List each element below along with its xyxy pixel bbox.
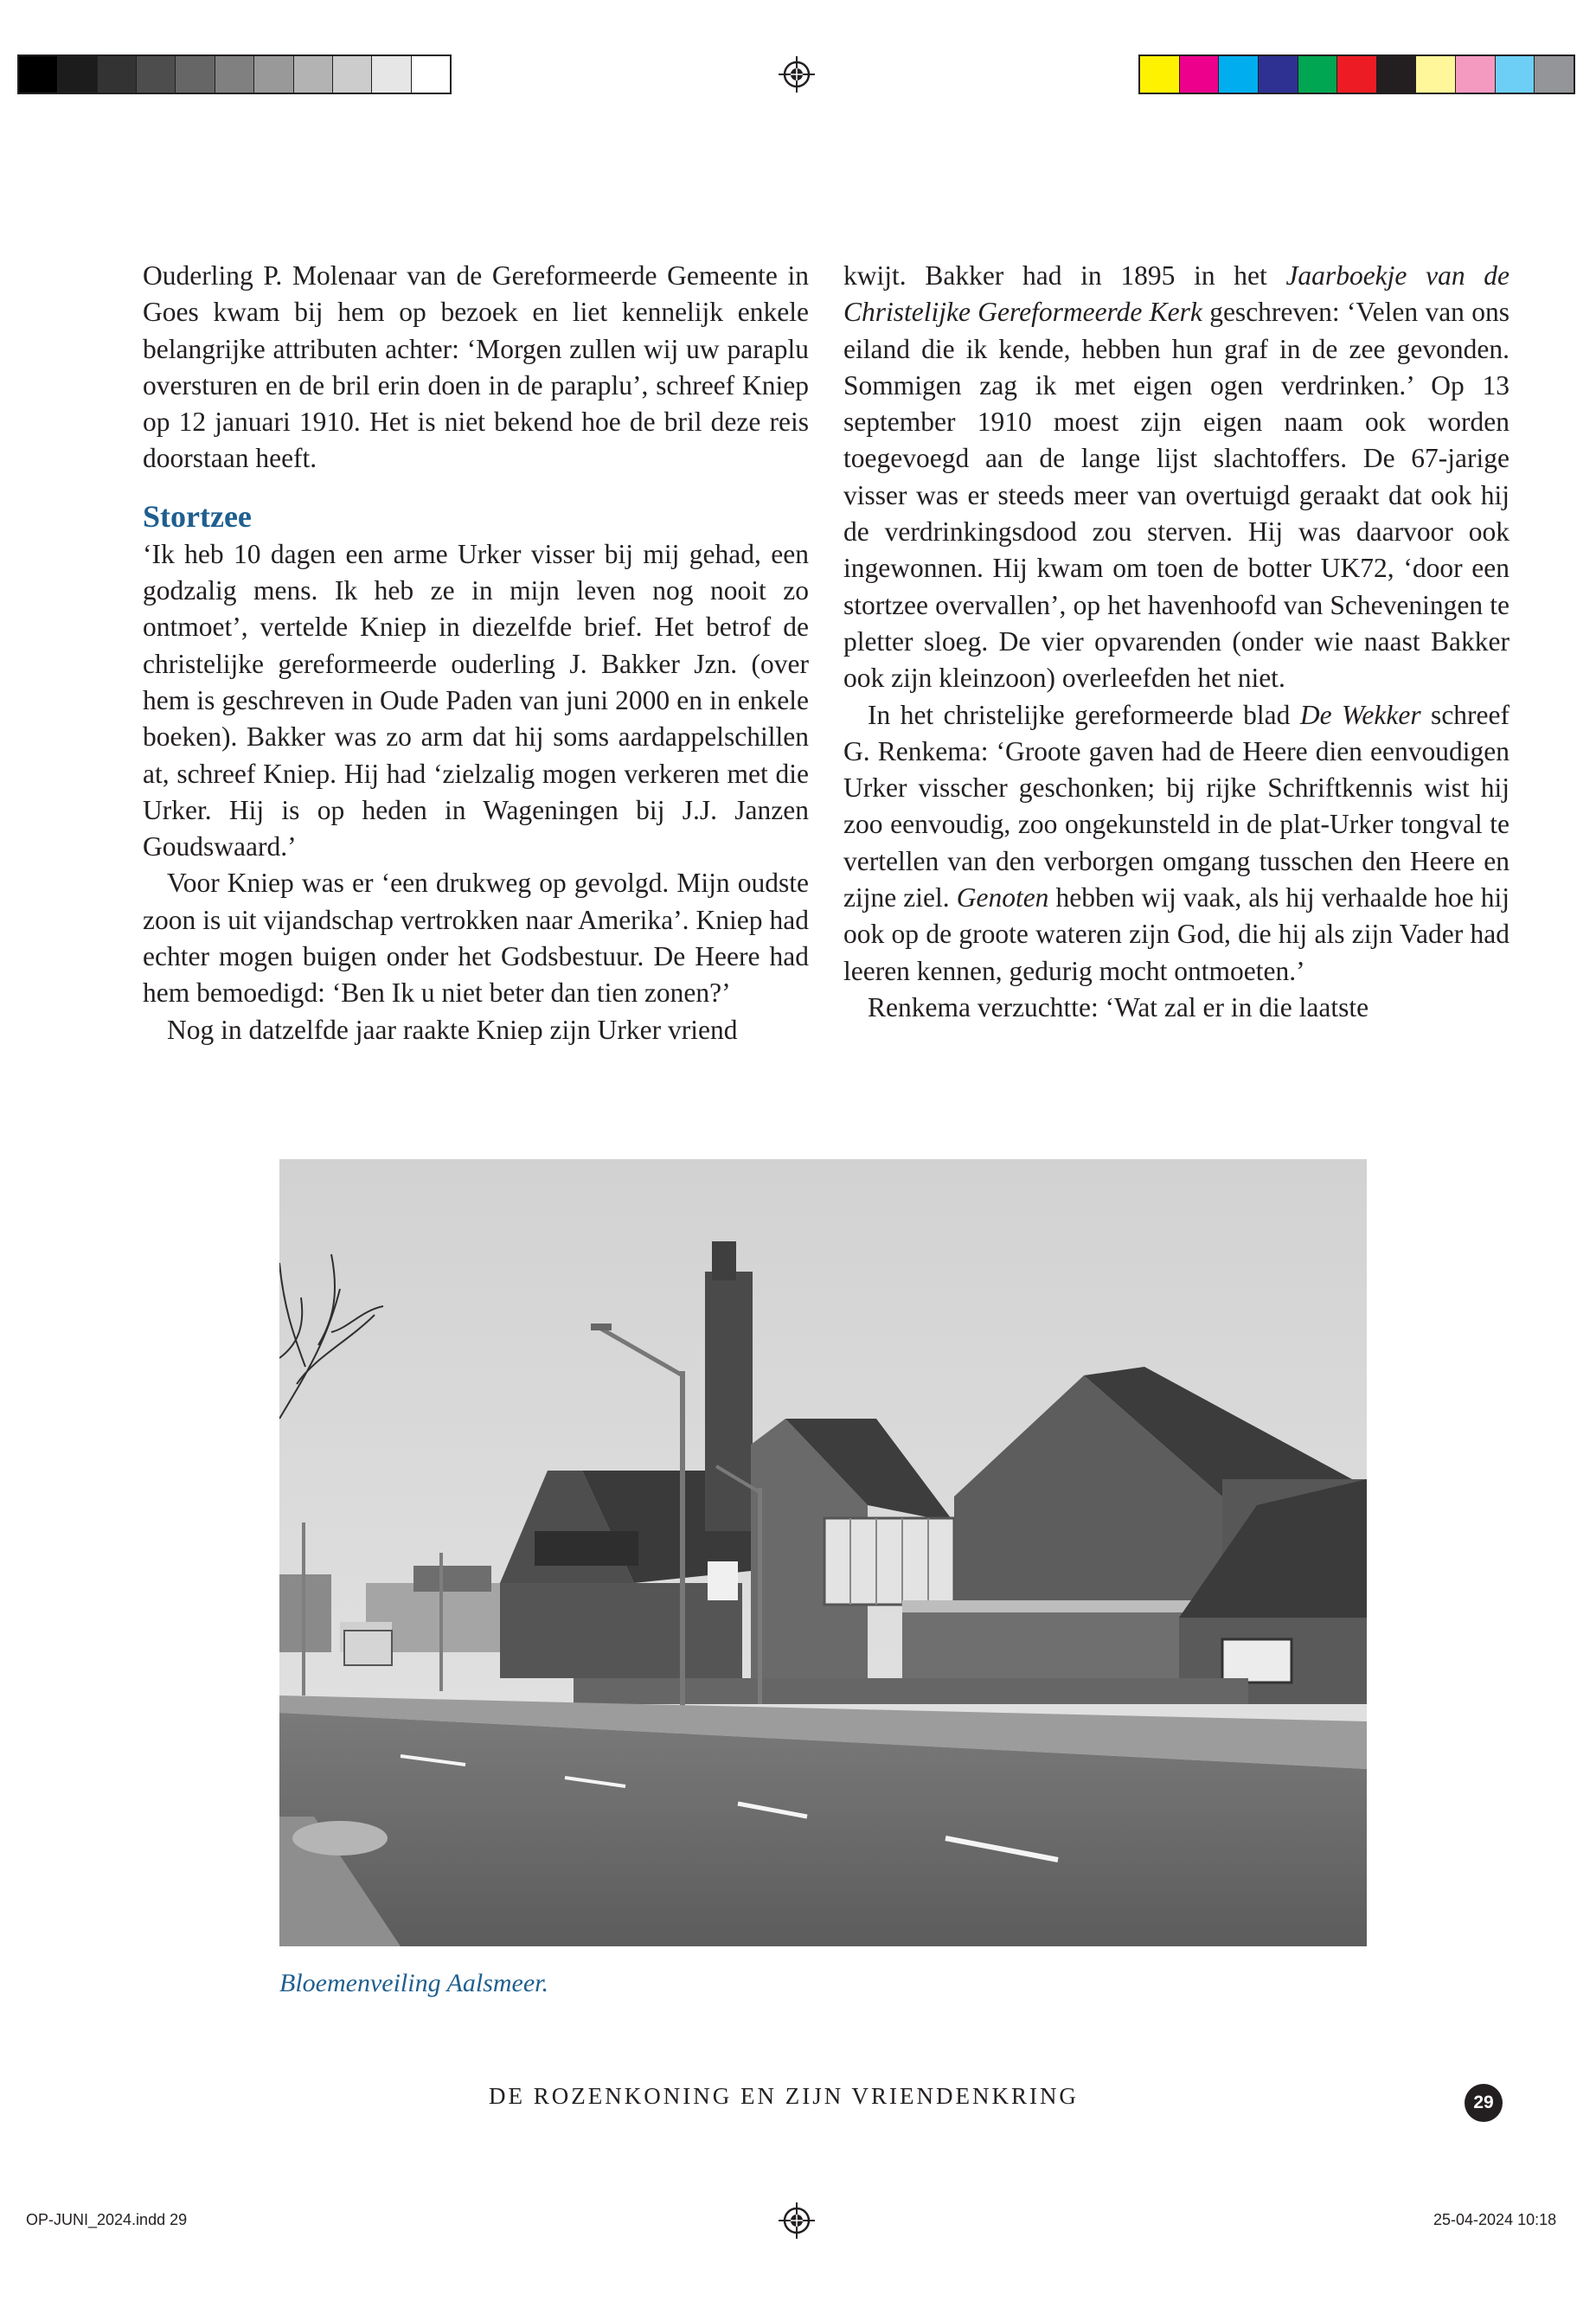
registration-mark-icon — [779, 2202, 815, 2239]
color-swatch — [1456, 56, 1496, 93]
italic-title-de-wekker: De Wekker — [1299, 699, 1421, 730]
gray-swatch — [254, 56, 293, 93]
gray-swatch — [372, 56, 411, 93]
gray-swatch — [137, 56, 176, 93]
color-swatch — [1180, 56, 1220, 93]
paragraph-renkema: Renkema verzuchtte: ‘Wat zal er in die laatste — [868, 991, 1369, 1022]
paragraph-urker-visser: ‘Ik heb 10 dagen een arme Urker visser bij mij gehad, een godzalig mens. Ik heb ze in mijn leven nog nooit zo ontmoet’, vertelde Kniep in diezelfde brief. Het betrof de christelijke gereformeerde ouderling J. Bakker Jzn. (over hem is geschreven in Oude Paden van juni 2000 en in enkele boeken). Bakker was zo arm dat hij soms aardappelschillen at, schreef Kniep. Hij had ‘zielzalig mogen verkeren met die Urker. Hij is op heden in Wageningen bij J.J. Janzen Goudswaard.’ — [143, 538, 809, 862]
color-swatch — [1535, 56, 1574, 93]
italic-title-jaarboekje: Jaarboekje van de Christelijke Gereformeerde Kerk — [843, 260, 1509, 328]
gray-swatch — [215, 56, 254, 93]
photo-church-street — [279, 1159, 1367, 1946]
paragraph-molenaar: Ouderling P. Molenaar van de Gereformeerde Gemeente in Goes kwam bij hem op bezoek en liet kennelijk enkele belangrijke attributen achter: ‘Morgen zullen wij uw paraplu oversturen en de bril erin doen in de paraplu’, schreef Kniep op 12 januari 1910. Het is niet bekend hoe de bril deze reis doorstaan heeft. — [143, 260, 809, 474]
article-right-column — [843, 258, 1509, 1026]
gray-swatch — [19, 56, 58, 93]
text-run: geschreven: ‘Velen van ons eiland die ik kende, hebben hun graf in de zee gevonden. Sommigen zag ik met eigen ogen verdrinken.’ Op 13 september 1910 moest zijn eigen naam ook worden toegevoegd aan de lange lijst slachtoffers. De 67-jarige visser was er steeds meer van overtuigd geraakt dat ook hij de verdrinkingsdood zou sterven. Hij was daarvoor ook ingewonnen. Hij kwam om toen de botter UK72, ‘door een stortzee overvallen’, op het havenhoofd van Scheveningen te pletter sloeg. De vier opvarenden (onder wie naast Bakker ook zijn kleinzoon) overleefden het niet. — [843, 297, 1509, 694]
registration-mark-icon — [779, 56, 815, 93]
gray-swatch — [333, 56, 372, 93]
gray-swatch — [58, 56, 97, 93]
running-footer-title: DE ROZENKONING EN ZIJN VRIENDENKRING — [489, 2083, 1079, 2109]
photo-caption: Bloemenveiling Aalsmeer. — [279, 1969, 549, 1997]
italic-word-genoten: Genoten — [956, 882, 1049, 913]
paragraph-bakker — [843, 258, 1509, 697]
paragraph-de-wekker — [843, 697, 1509, 990]
gray-swatch — [294, 56, 333, 93]
text-run: schreef G. Renkema: ‘Groote gaven had de Heere dien eenvoudigen Urker visscher geschonken; bij rijke Schriftkennis wist hij zoo eenvoudig, zoo ongekunsteld in de plat-Urker tongval te vertellen van den verborgen omgang tusschen den Heere en zijne ziel. — [843, 699, 1509, 913]
paragraph-drukweg: Voor Kniep was er ‘een drukweg op gevolgd. Mijn oudste zoon is uit vijandschap vertrokken naar Amerika’. Kniep had echter mogen buigen onder het Godsbestuur. De Heere had hem bemoedigd: ‘Ben Ik u niet beter dan tien zonen?’ — [143, 868, 809, 1009]
text-run: In het christelijke gereformeerde blad — [868, 699, 1300, 730]
article-left-column — [143, 258, 809, 1048]
color-swatch — [1219, 56, 1259, 93]
color-swatch — [1298, 56, 1338, 93]
paragraph-urker-vriend: Nog in datzelfde jaar raakte Kniep zijn Urker vriend — [167, 1014, 738, 1045]
color-swatch — [1377, 56, 1417, 93]
gray-swatch — [176, 56, 215, 93]
slug-timestamp: 25-04-2024 10:18 — [1433, 2211, 1557, 2228]
slug-filename: OP-JUNI_2024.indd 29 — [26, 2211, 188, 2228]
text-run: kwijt. Bakker had in 1895 in het — [843, 260, 1286, 291]
gray-swatch — [98, 56, 137, 93]
color-swatch — [1140, 56, 1180, 93]
color-swatch — [1337, 56, 1377, 93]
section-heading-stortzee: Stortzee — [143, 498, 252, 534]
color-swatch — [1496, 56, 1535, 93]
color-swatch — [1259, 56, 1298, 93]
page-number-badge: 29 — [1465, 2084, 1503, 2122]
text-run: hebben wij vaak, als hij verhaalde hoe hij ook op de groote wateren zijn God, die hij als zijn Vader had leeren kennen, gedurig mocht ontmoeten.’ — [843, 882, 1509, 986]
gray-swatch — [412, 56, 450, 93]
grayscale-color-bar — [17, 54, 452, 94]
color-swatch — [1416, 56, 1456, 93]
process-color-bar — [1138, 54, 1575, 94]
